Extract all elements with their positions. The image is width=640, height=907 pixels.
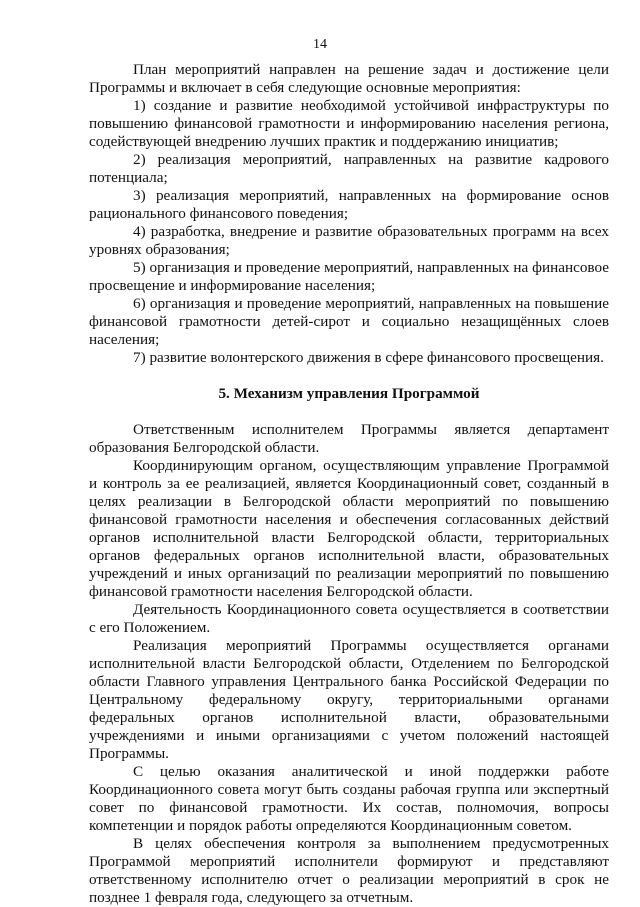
list-item: 7) развитие волонтерского движения в сфере финансового просвещения.	[133, 349, 604, 366]
list-item: 2) реализация мероприятий, направленных на развитие кадрового потенциала;	[89, 151, 609, 186]
list-item: 6) организация и проведение мероприятий, направленных на повышение финансовой грамотности детей-сирот и социально незащищённых слоев населения;	[89, 295, 609, 348]
spacer	[89, 367, 609, 385]
section-heading: 5. Механизм управления Программой	[218, 385, 480, 402]
paragraph: Реализация мероприятий Программы осуществляется органами исполнительной власти Белгородской области, Отделением по Белгородской области Главного управления Центрального банка Российской Федерации по Центральному федеральному округу, территориальными органами федеральных органов исполнительной власти, образовательными учреждениями и иными организациями с учетом положений настоящей Программы.	[89, 637, 609, 762]
paragraph: Координирующим органом, осуществляющим управление Программой и контроль за ее реализацией, является Координационный совет, созданный в целях реализации в Белгородской области мероприятий по повышению финансовой грамотности населения и обеспечения согласованных действий органов исполнительной власти Белгородской области, территориальных органов федеральных органов исполнительной власти, образовательных учреждений и иных организаций по реализации мероприятий по повышению финансовой грамотности населения Белгородской области.	[89, 457, 609, 600]
list-item: 1) создание и развитие необходимой устойчивой инфраструктуры по повышению финансовой грамотности и информированию населения региона, содействующей внедрению лучших практик и поддержанию инициатив;	[89, 97, 609, 150]
paragraph: В целях обеспечения контроля за выполнением предусмотренных Программой мероприятий исполнители формируют и представляют ответственному исполнителю отчет о реализации мероприятий в срок не позднее 1 февраля года, следующего за отчетным.	[89, 835, 609, 906]
list-item: 3) реализация мероприятий, направленных на формирование основ рационального финансового поведения;	[89, 187, 609, 222]
paragraph: С целью оказания аналитической и иной поддержки работе Координационного совета могут быть созданы рабочая группа или экспертный совет по финансовой грамотности. Их состав, полномочия, вопросы компетенции и порядок работы определяются Координационным советом.	[89, 763, 609, 834]
spacer	[89, 403, 609, 421]
paragraph: Деятельность Координационного совета осуществляется в соответствии с его Положением.	[89, 601, 609, 636]
paragraph: План мероприятий направлен на решение задач и достижение цели Программы и включает в себя следующие основные мероприятия:	[89, 61, 609, 96]
list-item: 5) организация и проведение мероприятий, направленных на финансовое просвещение и информирование населения;	[89, 259, 609, 294]
list-item: 4) разработка, внедрение и развитие образовательных программ на всех уровнях образования;	[89, 223, 609, 258]
page-number: 14	[313, 37, 327, 52]
document-body	[89, 61, 609, 907]
paragraph: Ответственным исполнителем Программы является департамент образования Белгородской области.	[89, 421, 609, 456]
